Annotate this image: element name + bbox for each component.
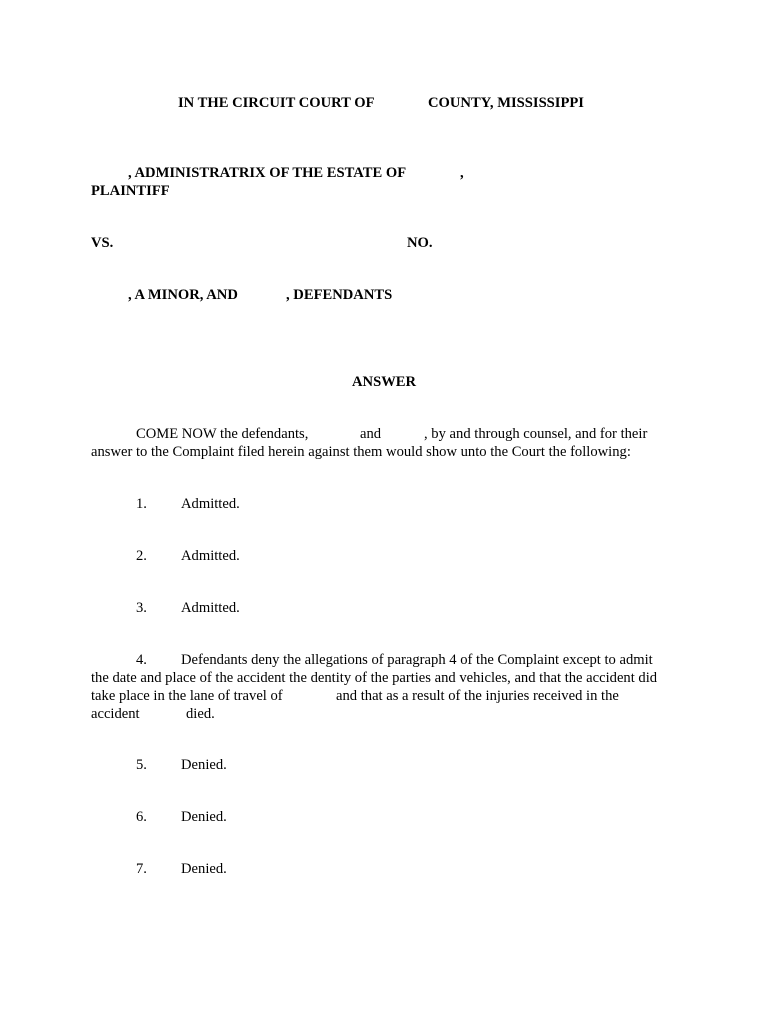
- document-title: ANSWER: [352, 374, 417, 390]
- para-6-text: Denied.: [181, 809, 227, 825]
- para-1-text: Admitted.: [181, 496, 240, 512]
- para-4-line-3a: take place in the lane of travel of: [91, 688, 283, 704]
- defendants-line-a: , A MINOR, AND: [128, 287, 238, 303]
- defendants-line-b: , DEFENDANTS: [286, 287, 393, 303]
- para-2-number: 2.: [136, 548, 147, 564]
- para-1-number: 1.: [136, 496, 147, 512]
- para-4-line-4b: died.: [186, 706, 215, 722]
- intro-line-1c: , by and through counsel, and for their: [424, 426, 648, 442]
- para-7-number: 7.: [136, 861, 147, 877]
- para-4-line-4a: accident: [91, 706, 140, 722]
- para-4-line-3b: and that as a result of the injuries received in the: [336, 688, 619, 704]
- intro-line-1a: COME NOW the defendants,: [136, 426, 309, 442]
- para-6-number: 6.: [136, 809, 147, 825]
- case-number-label: NO.: [407, 235, 433, 251]
- plaintiff-line-1: , ADMINISTRATRIX OF THE ESTATE OF: [128, 165, 407, 181]
- versus-label: VS.: [91, 235, 114, 251]
- para-5-number: 5.: [136, 757, 147, 773]
- para-4-line-2: the date and place of the accident the dentity of the parties and vehicles, and that the accident did: [91, 670, 658, 686]
- plaintiff-label: PLAINTIFF: [91, 183, 170, 199]
- para-4-line-1: Defendants deny the allegations of paragraph 4 of the Complaint except to admit: [181, 652, 653, 668]
- para-5-text: Denied.: [181, 757, 227, 773]
- para-4-number: 4.: [136, 652, 147, 668]
- para-2-text: Admitted.: [181, 548, 240, 564]
- plaintiff-line-1-comma: ,: [460, 165, 464, 181]
- para-3-text: Admitted.: [181, 600, 240, 616]
- intro-line-1b: and: [360, 426, 382, 442]
- court-heading-right: COUNTY, MISSISSIPPI: [428, 95, 584, 111]
- court-heading-left: IN THE CIRCUIT COURT OF: [178, 95, 375, 111]
- intro-line-2: answer to the Complaint filed herein against them would show unto the Court the following:: [91, 444, 631, 460]
- para-3-number: 3.: [136, 600, 147, 616]
- para-7-text: Denied.: [181, 861, 227, 877]
